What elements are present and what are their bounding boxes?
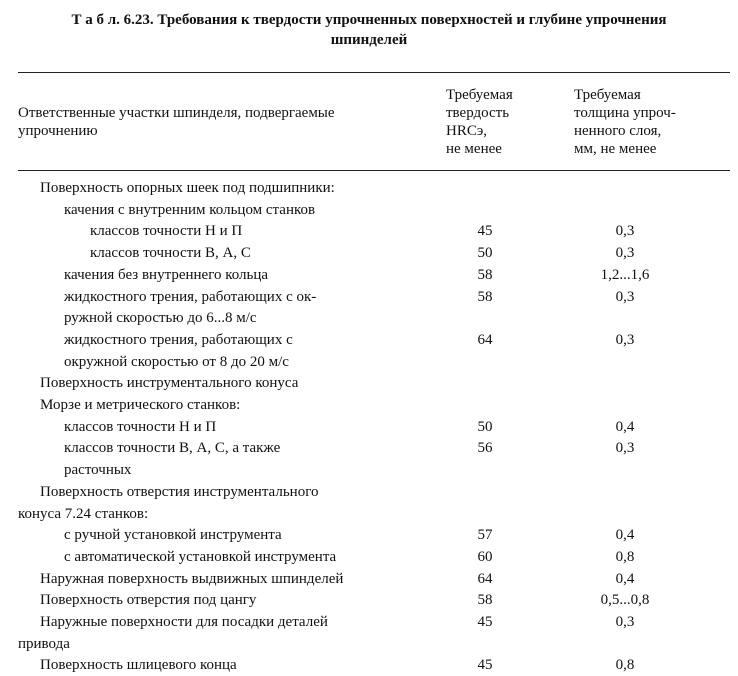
row-hardness: 45 bbox=[477, 657, 493, 674]
row-description: Поверхность шлицевого конца bbox=[40, 657, 237, 674]
table-row bbox=[0, 482, 738, 503]
table-row bbox=[0, 221, 738, 242]
row-description: Морзе и метрического станков: bbox=[40, 397, 241, 413]
row-depth: 1,2...1,6 bbox=[600, 266, 650, 283]
table-row bbox=[0, 547, 738, 568]
row-description: качения с внутренним кольцом станков bbox=[64, 201, 316, 218]
row-depth: 0,8 bbox=[615, 548, 635, 565]
row-description: Поверхность отверстия под цангу bbox=[40, 592, 257, 609]
table-title-line-1: Т а б л. 6.23. Требования к твердости упрочненных поверхностей и глубине упрочнения bbox=[71, 12, 667, 28]
table-row bbox=[0, 460, 738, 481]
row-description: жидкостного трения, работающих с bbox=[64, 331, 293, 348]
row-hardness: 50 bbox=[477, 245, 493, 262]
row-description: привода bbox=[18, 635, 70, 652]
row-hardness: 45 bbox=[477, 614, 493, 630]
column-header-hardness-line: твердость bbox=[446, 105, 510, 121]
column-header-depth-line: Требуемая bbox=[574, 87, 641, 103]
column-header-section-line: Ответственные участки шпинделя, подвергаемые bbox=[18, 105, 335, 121]
row-depth: 0,3 bbox=[615, 614, 635, 630]
row-hardness: 56 bbox=[477, 440, 493, 457]
row-hardness: 58 bbox=[477, 288, 493, 305]
row-depth: 0,4 bbox=[615, 527, 635, 544]
row-description: классов точности Н и П bbox=[90, 223, 243, 240]
row-description: с автоматической установкой инструмента bbox=[64, 548, 337, 565]
row-depth: 0,3 bbox=[615, 440, 635, 457]
row-description: Поверхность опорных шеек под подшипники: bbox=[40, 180, 335, 196]
row-hardness: 57 bbox=[477, 527, 493, 544]
row-hardness: 50 bbox=[477, 418, 493, 435]
table-row bbox=[0, 612, 738, 633]
table-top-rule bbox=[18, 72, 730, 73]
row-description: Наружная поверхность выдвижных шпинделей bbox=[40, 570, 344, 587]
row-hardness: 45 bbox=[477, 223, 493, 240]
table-row bbox=[0, 438, 738, 459]
row-depth: 0,3 bbox=[615, 288, 635, 305]
row-description: Поверхность инструментального конуса bbox=[40, 375, 299, 392]
row-depth: 0,8 bbox=[615, 657, 635, 674]
table-row bbox=[0, 373, 738, 394]
table-title bbox=[0, 10, 738, 50]
row-description: расточных bbox=[64, 462, 132, 479]
row-hardness: 64 bbox=[477, 331, 493, 348]
table-row bbox=[0, 504, 738, 525]
table-row bbox=[0, 634, 738, 655]
table-row bbox=[0, 265, 738, 286]
column-header-hardness-line: не менее bbox=[446, 141, 502, 157]
column-header-depth-line: толщина упроч- bbox=[574, 105, 676, 121]
table-row bbox=[0, 569, 738, 590]
column-header-hardness-line: HRCэ, bbox=[446, 123, 488, 139]
header-bottom-rule bbox=[18, 170, 730, 171]
row-depth: 0,4 bbox=[615, 570, 635, 587]
table-row bbox=[0, 243, 738, 264]
table-title-line-2: шпинделей bbox=[330, 32, 408, 48]
row-description: с ручной установкой инструмента bbox=[64, 527, 282, 544]
table-row bbox=[0, 308, 738, 329]
row-depth: 0,3 bbox=[615, 245, 635, 262]
table-row bbox=[0, 200, 738, 221]
column-header-hardness bbox=[446, 86, 556, 158]
row-depth: 0,3 bbox=[615, 331, 635, 348]
row-description: классов точности В, А, С bbox=[90, 245, 251, 262]
row-description: жидкостного трения, работающих с ок- bbox=[64, 288, 317, 305]
row-description: ружной скоростью до 6...8 м/с bbox=[64, 310, 257, 327]
column-header-section-line: упрочнению bbox=[18, 123, 98, 139]
table-row bbox=[0, 525, 738, 546]
table-row bbox=[0, 178, 738, 199]
row-hardness: 64 bbox=[477, 570, 493, 587]
column-header-depth-line: ненного слоя, bbox=[574, 123, 662, 139]
row-description: окружной скоростью от 8 до 20 м/с bbox=[64, 353, 289, 370]
row-hardness: 60 bbox=[477, 548, 493, 565]
row-description: качения без внутреннего кольца bbox=[64, 266, 269, 283]
table-row bbox=[0, 352, 738, 373]
column-header-hardness-line: Требуемая bbox=[446, 87, 513, 103]
row-description: Наружные поверхности для посадки деталей bbox=[40, 614, 328, 630]
row-depth: 0,5...0,8 bbox=[600, 592, 650, 609]
row-hardness: 58 bbox=[477, 266, 493, 283]
table-row bbox=[0, 417, 738, 438]
row-description: конуса 7.24 станков: bbox=[18, 505, 149, 522]
table-row bbox=[0, 330, 738, 351]
table-row bbox=[0, 590, 738, 611]
row-description: Поверхность отверстия инструментального bbox=[40, 483, 319, 500]
column-header-section bbox=[18, 104, 438, 140]
column-header-depth-line: мм, не менее bbox=[574, 141, 657, 157]
row-depth: 0,3 bbox=[615, 223, 635, 240]
column-header-depth bbox=[574, 86, 734, 158]
row-description: классов точности В, А, С, а также bbox=[64, 440, 281, 457]
table-row bbox=[0, 395, 738, 416]
table-row bbox=[0, 287, 738, 308]
row-description: классов точности Н и П bbox=[64, 418, 217, 435]
row-depth: 0,4 bbox=[615, 418, 635, 435]
row-hardness: 58 bbox=[477, 592, 493, 609]
